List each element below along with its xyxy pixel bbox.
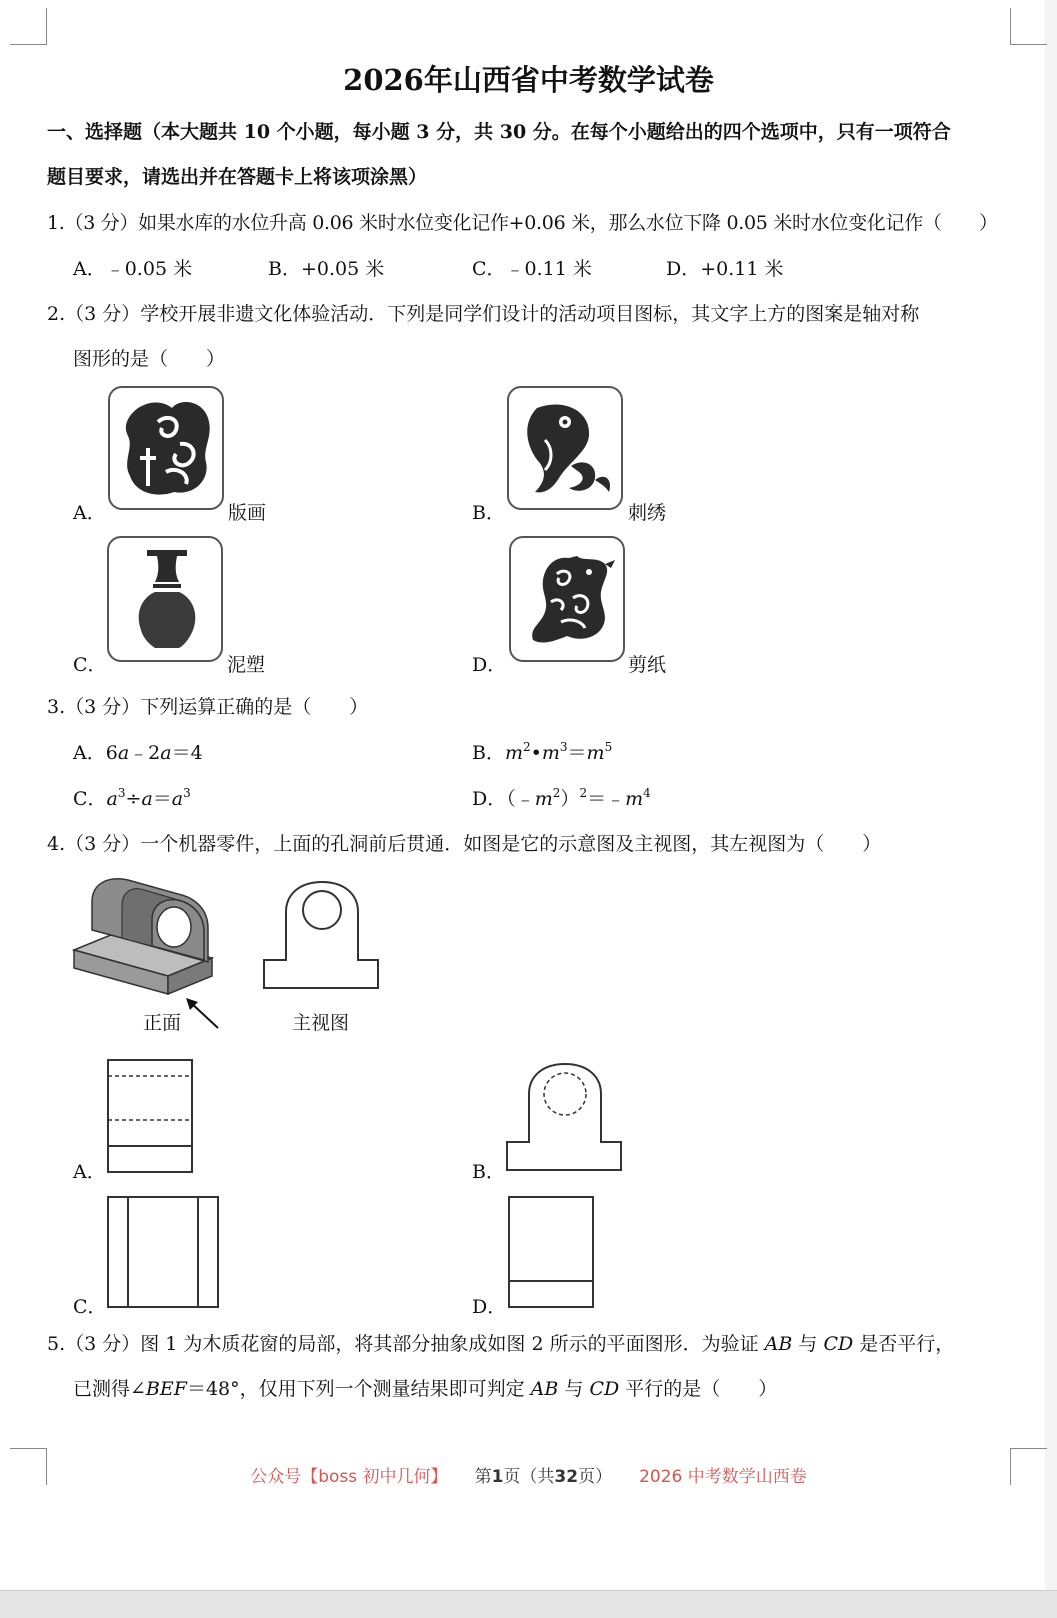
front-arrow-icon (184, 996, 224, 1036)
q3-option-b[interactable]: B．$m^2•m^3=m^5$ (472, 740, 613, 764)
footer-page-number: 第1页（共32页） (474, 1467, 613, 1487)
section-heading-cont: 题目要求，请选出并在答题卡上将该项涂黑） (47, 166, 428, 188)
q1-option-b[interactable]: B．+0.05 米 (268, 258, 385, 280)
q1-option-c[interactable]: C．﹣0.11 米 (472, 258, 592, 280)
crop-mark (1010, 8, 1047, 45)
question-4-stem: 4.（3 分）一个机器零件，上面的孔洞前后贯通．如图是它的示意图及主视图，其左视图为（ ） (47, 833, 882, 855)
q2-option-c-letter[interactable]: C． (73, 654, 107, 676)
q2-option-a-caption: 版画 (228, 502, 267, 524)
main-view-figure (262, 876, 382, 992)
q2-option-a-letter[interactable]: A． (73, 502, 106, 524)
q2-option-d-caption: 剪纸 (628, 654, 667, 676)
question-2-stem: 2.（3 分）学校开展非遗文化体验活动．下列是同学们设计的活动项目图标，其文字上方的图案是轴对称 (47, 303, 920, 325)
footer-source: 公众号【boss 初中几何】 (250, 1467, 448, 1487)
q4-option-b-figure[interactable] (505, 1058, 625, 1174)
q3-option-a[interactable]: A．6a﹣2a＝4 (73, 742, 203, 764)
question-3-stem: 3.（3 分）下列运算正确的是（ ） (47, 696, 369, 718)
vase-icon[interactable] (107, 536, 223, 662)
question-1-stem: 1.（3 分）如果水库的水位升高 0.06 米时水位变化记作+0.06 米，那么水位下降 0.05 米时水位变化记作（ ） (47, 212, 998, 234)
fu-character-icon[interactable] (108, 386, 224, 510)
q4-option-d-letter[interactable]: D． (472, 1296, 507, 1318)
section-heading: 一、选择题（本大题共 10 个小题，每小题 3 分，共 30 分。在每个小题给出的四个选项中，只有一项符合 (47, 121, 951, 143)
footer-exam-name: 2026 中考数学山西卷 (639, 1467, 807, 1487)
q3-option-c[interactable]: C．$a^3\div a=a^3$ (73, 786, 191, 810)
q2-option-c-caption: 泥塑 (227, 654, 266, 676)
page-footer (0, 1462, 1057, 1487)
q3-option-d[interactable]: D．$(﹣m^2)^2=﹣m^4$ (472, 786, 651, 810)
q1-option-d[interactable]: D．+0.11 米 (666, 258, 784, 280)
dragon-icon[interactable] (509, 536, 625, 662)
fish-icon[interactable] (507, 386, 623, 510)
front-label: 正面 (143, 1012, 182, 1034)
main-view-label: 主视图 (292, 1012, 350, 1034)
q1-option-a[interactable]: A．﹣0.05 米 (73, 258, 193, 280)
question-5-stem: 5.（3 分）图 1 为木质花窗的局部，将其部分抽象成如图 2 所示的平面图形．为验证 AB 与 CD 是否平行， (47, 1333, 955, 1355)
viewer-bottom-bar (0, 1590, 1057, 1618)
q4-option-b-letter[interactable]: B． (472, 1161, 505, 1183)
question-2-stem-cont: 图形的是（ ） (73, 348, 226, 370)
crop-mark (10, 8, 47, 45)
q2-option-b-caption: 刺绣 (628, 502, 667, 524)
q4-option-a-figure[interactable] (106, 1058, 196, 1176)
question-5-stem-cont: 已测得∠BEF＝48°，仅用下列一个测量结果即可判定 AB 与 CD 平行的是（ ） (73, 1378, 778, 1400)
q4-option-d-figure[interactable] (507, 1195, 597, 1311)
q2-option-b-letter[interactable]: B． (472, 502, 505, 524)
q4-option-a-letter[interactable]: A． (73, 1161, 106, 1183)
q2-option-d-letter[interactable]: D． (472, 654, 507, 676)
page-title: 2026年山西省中考数学试卷 (343, 63, 714, 97)
q4-option-c-figure[interactable] (106, 1195, 222, 1311)
q4-option-c-letter[interactable]: C． (73, 1296, 107, 1318)
